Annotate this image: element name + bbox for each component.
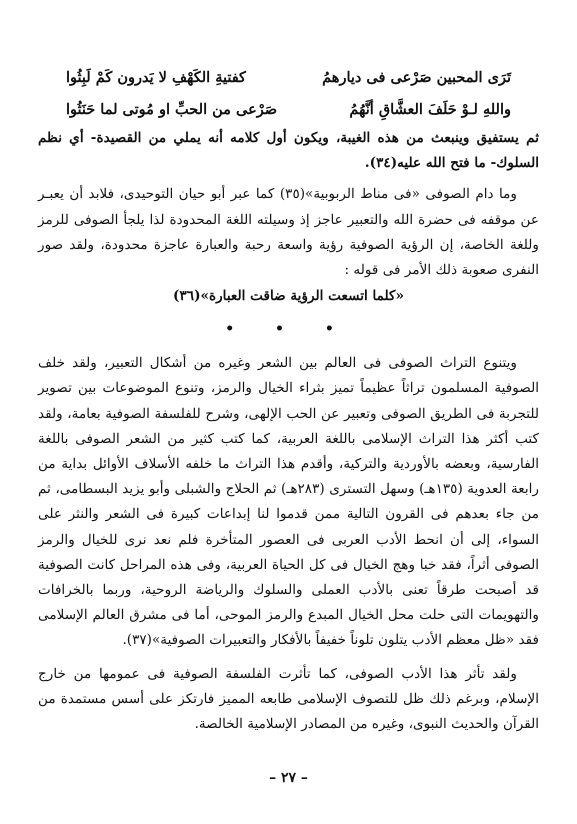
verse-1-second-hemistich: كفتيةِ الكَهْفِ لا يَدرون كَمْ لَبِثُوا: [66, 69, 246, 86]
verse-2-first-hemistich: واللهِ لـوْ حَلَفَ العشَّاقِ أنَّهُمُ: [349, 101, 511, 118]
verse-2-second-hemistich: صَرْعى من الحبِّ او مُوتى لما حَنَثُوا: [66, 101, 278, 118]
paragraph-sufi-influence: ولقد تأثر هذا الأدب الصوفى، كما تأثرت الفلسفة الصوفية فى عمومها من خارج الإسلام، وبرغم ذلك ظل للتصوف الإسلامى طابعه المميز فارتكز على أسس مستمدة من القرآن والحديث النبوى، وغيره من المصادر الإسلامية الخالصة.: [38, 665, 539, 733]
poem-block: [66, 62, 511, 126]
verse-1-first-hemistich: تَرَى المحبين صَرْعى فى ديارهمُ: [322, 69, 511, 86]
paragraph-sufi-language: وما دام الصوفى «فى مناط الربوبية»(٣٥) كما عبر أبو حيان التوحيدى، فلابد أن يعبـر عن موقفه فى حضرة الله والتعبير عاجز إذ وسيلته اللغة المحدودة لذا يلجأ الصوفى للرمز وللغة الخاصة، إن الرؤية الصوفية رؤية واسعة رحبة والعبارة عاجزة محدودة، ولقد صور النفرى صعوبة ذلك الأمر فى قوله :: [38, 186, 539, 279]
page-body: [38, 50, 539, 804]
paragraph-awakening: ثم يستفيق وينبعث من هذه الغيبة، ويكون أول كلامه أنه يملي من القصيدة- أي نظم السلوك- ما فتح الله عليه(٣٤).: [38, 130, 539, 172]
poem-verse-1: [66, 62, 511, 94]
poem-verse-2: [66, 94, 511, 126]
niffari-quote: «كلما اتسعت الرؤية ضاقت العبارة»(٣٦): [173, 288, 404, 305]
section-separator: • • •: [225, 321, 352, 338]
paragraph-sufi-heritage: ويتنوع التراث الصوفى فى العالم بين الشعر وغيره من أشكال التعبير، ولقد خلف الصوفية المسلمون تراثاً عظيماً تميز بثراء الخيال والرمز، وتنوع الموضوعات بين تصوير للتجربة فى الطريق الصوفى وتعبير عن الحب الإلهى، وشرح للفلسفة الصوفية بعامة، ولقد كتب أكثر هذا التراث الإسلامى باللغة العربية، كما كتب كثير من الشعر الصوفى باللغة الفارسية، وبعضه بالأوردية والتركية، وأقدم هذا التراث ما خلفه الأسلاف الأوائل بداية من رابعة العدوية (١٣٥هـ) وسهل التسترى (٢٨٣هـ) ثم الحلاج والشبلى وأبو يزيد البسطامى، ثم من جاء بعدهم فى القرون التالية ممن قدموا لنا إبداعات كبيرة فى الشعر والنثر على السواء، إلى أن انحط الأدب العربى فى العصور المتأخرة فلم نعد نرى للخيال والرمز الصوفى أثراً، فقد خبا وهج الخيال فى كل الحياة العربية، وفى هذه المراحل كانت الصوفية قد أصبحت طرقاً تعنى بالأدب العملى والسلوك والرياضة الروحية، وربما بالخرافات والتهويمات التى حلت محل الخيال المبدع والرمز الموحى، أما فى مشرق العالم الإسلامى فقد «ظل معظم الأدب يتلون تلوناً خفيفاً بالأفكار والتعبيرات الصوفية»(٣٧).: [38, 355, 539, 649]
page-number: – ٢٧ –: [269, 770, 308, 786]
